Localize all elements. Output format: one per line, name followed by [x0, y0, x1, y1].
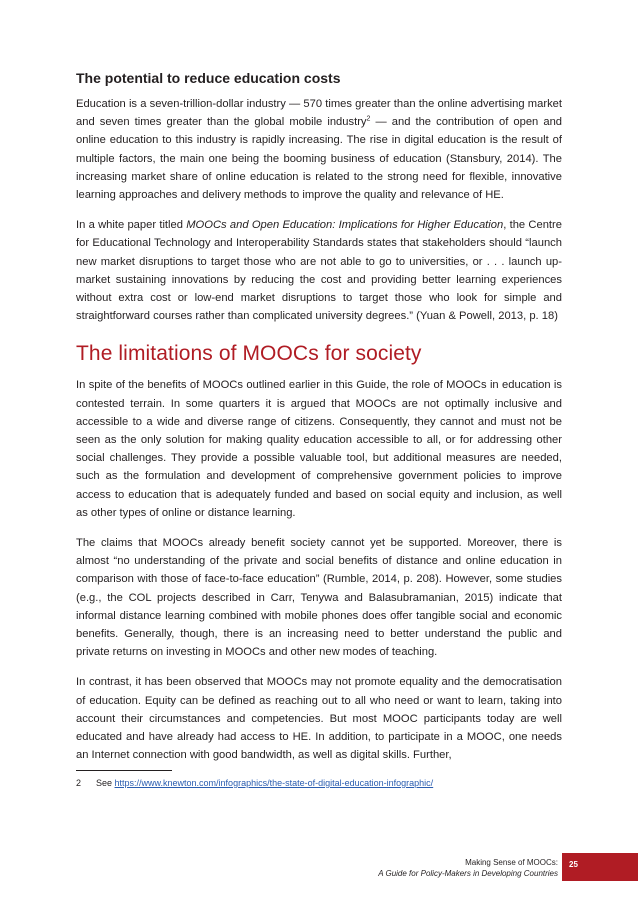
footnote-number: 2: [76, 778, 82, 788]
paragraph: [76, 95, 562, 204]
section-heading-limitations: The limitations of MOOCs for society: [76, 342, 422, 366]
page-body: [76, 70, 562, 777]
section-heading-education-costs: The potential to reduce education costs: [76, 70, 341, 86]
page-number-tab: [562, 853, 638, 881]
paragraph-text: — and the contribution of open and online education to this industry is rapidly increasing. The rise in digital education is the result of multiple factors, the main one being the booming business of education (Stansbury, 2014). The increasing market share of online education is related to the strong need for flexible, innovative learning approaches and delivery methods to improve the quality and relevance of HE.: [76, 116, 563, 202]
footnote-link[interactable]: https://www.knewton.com/infographics/the-state-of-digital-education-infographic/: [114, 778, 434, 788]
page-number: 25: [569, 860, 578, 869]
paragraph: [76, 216, 562, 325]
footnote: [76, 778, 433, 788]
running-footer: [378, 857, 558, 879]
footer-title: Making Sense of MOOCs:: [465, 858, 558, 867]
footnote-reference[interactable]: 2: [366, 115, 371, 123]
paper-title: MOOCs and Open Education: Implications for Higher Education: [186, 219, 504, 232]
paragraph: In spite of the benefits of MOOCs outlined earlier in this Guide, the role of MOOCs in education is contested terrain. In some quarters it is argued that MOOCs are not optimally inclusive and accessible to a wide and diverse range of citizens. Consequently, they cannot and must not be seen as the only solution for making quality education accessible to all, or for addressing other social challenges. They provide a possible valuable tool, but additional measures are needed, such as the formulation and development of comprehensive government policies to improve access to education that is adequately funded and based on social equity and inclusion, as well as other types of online or distance learning.: [76, 379, 562, 519]
paragraph: In contrast, it has been observed that MOOCs may not promote equality and the democratisation of education. Equity can be defined as reaching out to all who need or want to learn, taking into account their circumstances and competencies. But most MOOC participants today are well educated and have already had access to HE. In addition, to participate in a MOOC, one needs an Internet connection with good bandwidth, as well as digital skills. Further,: [76, 676, 562, 762]
footnote-prefix: See: [96, 778, 115, 788]
paragraph-text: Education is a seven-trillion-dollar industry — 570 times greater than the online advertising market and seven times greater than the global mobile industry: [76, 98, 562, 129]
footer-subtitle: A Guide for Policy-Makers in Developing Countries: [378, 869, 558, 878]
paragraph: The claims that MOOCs already benefit society cannot yet be supported. Moreover, there is almost “no understanding of the private and social benefits of distance and online education in comparison with those of face-to-face education” (Rumble, 2014, p. 208). However, some studies (e.g., the COL projects described in Carr, Tenywa and Balasubramanian, 2015) indicate that informal distance learning combined with mobile phones does offer tangible social and economic benefits. Generally, though, there is an increasing need to better understand the public and private returns on investing in MOOCs and other new modes of teaching.: [76, 537, 562, 659]
paragraph-text: , the Centre for Educational Technology and Interoperability Standards states that stakeholders should “launch new market disruptions to target those who are not able to go to universities, or . . . launch up-market sustaining innovations by reducing the cost and providing better learning experiences without extra cost or low-end market disruptions to target those who look for simple and straightforward courses rather than complicated university degrees.” (Yuan & Powell, 2013, p. 18): [76, 219, 562, 323]
footnote-divider: [76, 770, 172, 771]
paragraph-text: In a white paper titled: [76, 219, 187, 232]
